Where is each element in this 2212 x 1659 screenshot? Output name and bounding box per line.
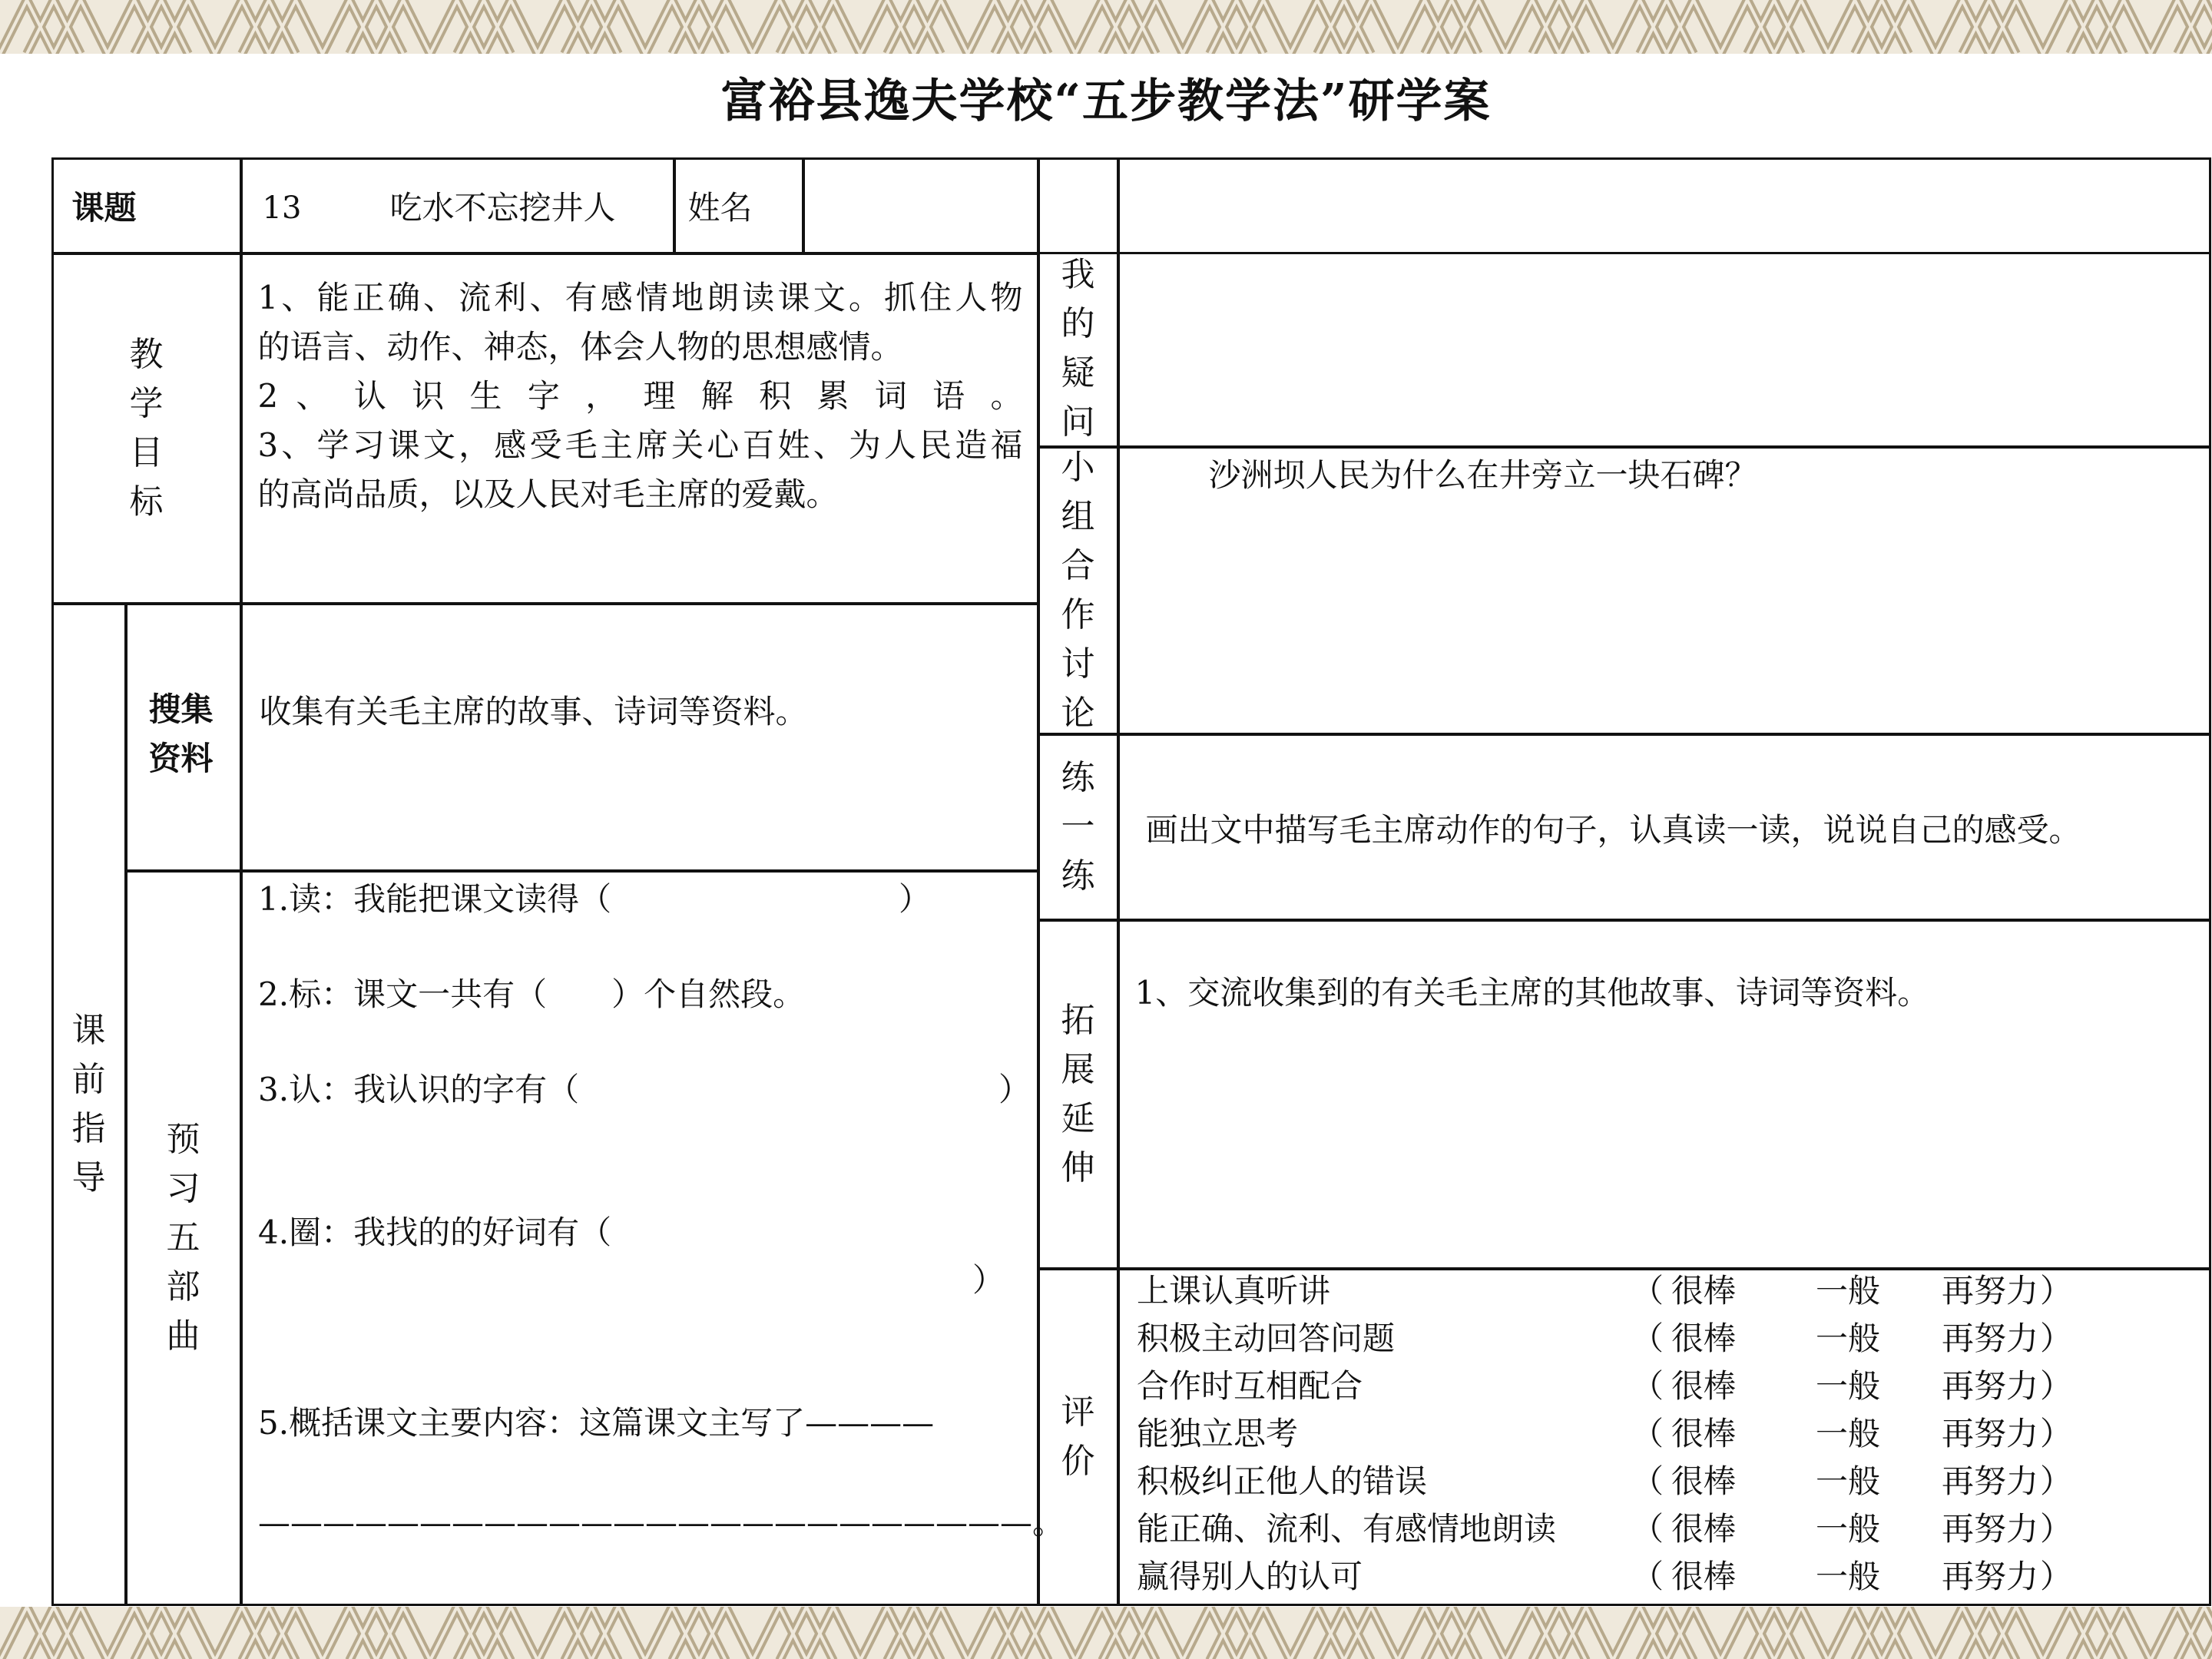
practice-label-char: 一: [1061, 806, 1095, 846]
collect-label-line: 资料: [148, 739, 214, 777]
evaluation-open-paren: （: [1631, 1510, 1664, 1548]
goals-label-char: 目: [129, 432, 164, 472]
bottom-decorative-border: [0, 1607, 2212, 1659]
evaluation-label-char: 价: [1061, 1441, 1095, 1481]
evaluation-item-label: 赢得别人的认可: [1137, 1558, 1363, 1595]
right-header-label-cell: [1038, 157, 1119, 254]
questions-label-char: 的: [1061, 304, 1095, 343]
evaluation-option-great[interactable]: 很棒: [1671, 1558, 1737, 1595]
name-label-cell: [674, 157, 804, 254]
evaluation-option-try[interactable]: 再努力: [1942, 1367, 2039, 1405]
goal-line: 3、学习课文，感受毛主席关心百姓、为人民造福: [257, 426, 1023, 464]
group-label-char: 讨: [1061, 644, 1095, 684]
top-decorative-border: [0, 0, 2212, 54]
right-header-content-cell: [1118, 157, 2211, 254]
extend-label-char: 延: [1061, 1098, 1095, 1138]
evaluation-open-paren: （: [1631, 1558, 1664, 1595]
preview-label-char: 五: [166, 1217, 200, 1257]
prelesson-label-char: 指: [71, 1108, 106, 1148]
prelesson-label-char: 课: [71, 1010, 106, 1050]
evaluation-option-ok[interactable]: 一般: [1816, 1367, 1881, 1405]
questions-content-cell[interactable]: [1118, 253, 2211, 448]
goal-line: 的语言、动作、神态，体会人物的思想感情。: [257, 327, 903, 366]
evaluation-option-ok[interactable]: 一般: [1816, 1558, 1881, 1595]
preview-item-5-line2: ————————————————————————。: [258, 1504, 1065, 1541]
evaluation-option-great[interactable]: 很棒: [1671, 1510, 1737, 1548]
evaluation-option-great[interactable]: 很棒: [1671, 1320, 1737, 1357]
evaluation-option-great[interactable]: 很棒: [1671, 1462, 1737, 1500]
goals-content-cell: [240, 253, 1039, 604]
evaluation-option-ok[interactable]: 一般: [1816, 1510, 1881, 1548]
extend-label-cell: [1038, 919, 1119, 1270]
collect-label-line: 搜集: [148, 690, 214, 728]
practice-text: 画出文中描写毛主席动作的句子，认真读一读，说说自己的感受。: [1145, 810, 2081, 849]
evaluation-close-paren: ）: [2040, 1462, 2073, 1500]
name-input-cell[interactable]: [803, 157, 1039, 254]
evaluation-option-ok[interactable]: 一般: [1816, 1272, 1881, 1310]
evaluation-option-try[interactable]: 再努力: [1942, 1415, 2039, 1452]
evaluation-option-try[interactable]: 再努力: [1942, 1558, 2039, 1595]
knot-pattern-top: [0, 0, 2212, 54]
evaluation-item-label: 上课认真听讲: [1137, 1272, 1331, 1310]
practice-label-char: 练: [1061, 856, 1095, 896]
group-label-char: 小: [1061, 447, 1095, 487]
preview-label-char: 习: [166, 1168, 200, 1208]
preview-item-1-close: ）: [899, 880, 932, 918]
practice-label-char: 练: [1061, 757, 1095, 797]
evaluation-open-paren: （: [1631, 1272, 1664, 1310]
collect-content-cell: [240, 603, 1039, 872]
preview-item-3: 3.认：我认识的字有（: [258, 1071, 580, 1108]
evaluation-option-ok[interactable]: 一般: [1816, 1415, 1881, 1452]
evaluation-option-ok[interactable]: 一般: [1816, 1462, 1881, 1500]
goal-line: 2 、 认 识 生 字 ， 理 解 积 累 词 语 。: [257, 376, 1023, 415]
goal-line: 的高尚品质，以及人民对毛主席的爱戴。: [257, 475, 839, 513]
evaluation-item-label: 能独立思考: [1137, 1415, 1299, 1452]
practice-label-cell: [1038, 733, 1119, 921]
evaluation-option-great[interactable]: 很棒: [1671, 1272, 1737, 1310]
group-label-char: 组: [1061, 496, 1095, 536]
prelesson-label-char: 前: [71, 1059, 106, 1099]
extend-label-char: 伸: [1061, 1147, 1095, 1187]
evaluation-option-try[interactable]: 再努力: [1942, 1272, 2039, 1310]
topic-value-cell: [240, 157, 675, 254]
evaluation-option-try[interactable]: 再努力: [1942, 1462, 2039, 1500]
prelesson-label-cell: [51, 603, 127, 1606]
extend-text: 1、交流收集到的有关毛主席的其他故事、诗词等资料。: [1134, 973, 1930, 1012]
evaluation-close-paren: ）: [2040, 1320, 2073, 1357]
evaluation-item-label: 合作时互相配合: [1137, 1367, 1363, 1405]
evaluation-open-paren: （: [1631, 1462, 1664, 1500]
evaluation-option-ok[interactable]: 一般: [1816, 1320, 1881, 1357]
group-content-cell: [1118, 446, 2211, 735]
preview-label-char: 预: [166, 1119, 200, 1159]
evaluation-label-cell: [1038, 1268, 1119, 1606]
evaluation-item-label: 积极纠正他人的错误: [1137, 1462, 1428, 1500]
topic-label: 课题: [71, 188, 137, 227]
extend-content-cell: [1118, 919, 2211, 1270]
evaluation-open-paren: （: [1631, 1367, 1664, 1405]
extend-label-char: 展: [1061, 1049, 1095, 1089]
evaluation-close-paren: ）: [2040, 1510, 2073, 1548]
evaluation-item-label: 积极主动回答问题: [1137, 1320, 1396, 1357]
preview-item-1: 1.读：我能把课文读得（: [258, 880, 612, 918]
evaluation-label-char: 评: [1061, 1392, 1095, 1432]
group-label-cell: [1038, 446, 1119, 735]
group-label-char: 论: [1061, 693, 1095, 733]
knot-pattern-bottom: [0, 1607, 2212, 1659]
group-label-char: 合: [1061, 545, 1095, 585]
preview-label-char: 曲: [166, 1316, 200, 1356]
topic-label-cell: [51, 157, 242, 254]
questions-label-char: 我: [1061, 255, 1095, 294]
page-title: 富裕县逸夫学校“五步教学法”研学案: [720, 75, 1492, 128]
goals-label-char: 学: [129, 383, 164, 423]
extend-label-char: 拓: [1061, 1000, 1095, 1040]
collect-text: 收集有关毛主席的故事、诗词等资料。: [259, 692, 808, 730]
preview-item-4-close: ）: [972, 1261, 1005, 1299]
evaluation-option-great[interactable]: 很棒: [1671, 1415, 1737, 1452]
name-label: 姓名: [687, 188, 753, 227]
goals-label-cell: [51, 253, 242, 604]
collect-label-cell: [125, 603, 242, 872]
questions-label-cell: [1038, 253, 1119, 448]
goals-label-char: 教: [129, 334, 164, 374]
preview-label-char: 部: [166, 1267, 200, 1306]
goals-label-char: 标: [129, 482, 164, 522]
questions-label-char: 疑: [1061, 353, 1095, 392]
evaluation-close-paren: ）: [2040, 1415, 2073, 1452]
prelesson-label-char: 导: [71, 1157, 106, 1197]
goal-line: 1、能正确、流利、有感情地朗读课文。抓住人物: [257, 278, 1023, 316]
evaluation-close-paren: ）: [2040, 1272, 2073, 1310]
evaluation-open-paren: （: [1631, 1415, 1664, 1452]
group-label-char: 作: [1061, 594, 1095, 634]
preview-label-cell: [125, 870, 242, 1606]
practice-content-cell: [1118, 733, 2211, 921]
preview-item-4: 4.圈：我找的的好词有（: [258, 1214, 612, 1251]
preview-item-2: 2.标：课文一共有（ ）个自然段。: [258, 975, 806, 1013]
evaluation-option-try[interactable]: 再努力: [1942, 1510, 2039, 1548]
evaluation-open-paren: （: [1631, 1320, 1664, 1357]
evaluation-close-paren: ）: [2040, 1558, 2073, 1595]
evaluation-option-great[interactable]: 很棒: [1671, 1367, 1737, 1405]
questions-label-char: 问: [1061, 402, 1095, 442]
evaluation-option-try[interactable]: 再努力: [1942, 1320, 2039, 1357]
topic-number: 13: [262, 190, 302, 226]
evaluation-close-paren: ）: [2040, 1367, 2073, 1405]
preview-item-5: 5.概括课文主要内容：这篇课文主写了————: [258, 1404, 935, 1442]
evaluation-item-label: 能正确、流利、有感情地朗读: [1137, 1510, 1557, 1548]
topic-text: 吃水不忘挖井人: [389, 188, 616, 227]
group-question-text: 沙洲坝人民为什么在井旁立一块石碑？: [1208, 455, 1757, 494]
preview-item-3-close: ）: [998, 1071, 1031, 1108]
